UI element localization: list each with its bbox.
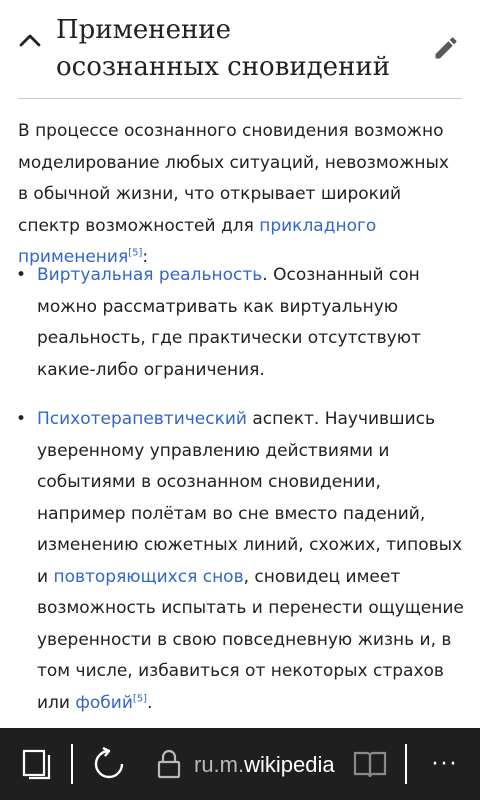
tabs-icon bbox=[20, 747, 54, 781]
section-title: Применение осознанных сновидений bbox=[56, 15, 391, 82]
lock-button[interactable] bbox=[154, 728, 184, 800]
ref-5[interactable]: [5] bbox=[128, 247, 143, 259]
reading-view-button[interactable] bbox=[347, 728, 393, 800]
link-recurring-dreams[interactable]: повторяющихся снов bbox=[53, 566, 244, 587]
application-list bbox=[0, 260, 480, 728]
tabs-button[interactable] bbox=[14, 728, 60, 800]
intro-paragraph bbox=[18, 116, 464, 274]
link-virtual-reality[interactable]: Виртуальная реальность bbox=[37, 265, 263, 285]
intro-text: В процессе осознанного сновидения возможно моделирование любых ситуаций, невозможных в обычной жизни, что открывает широкий спектр возможностей для bbox=[18, 121, 449, 236]
address-bar[interactable] bbox=[194, 752, 336, 778]
pencil-icon[interactable] bbox=[432, 34, 460, 62]
ref-5[interactable]: [5] bbox=[132, 692, 148, 704]
list-item bbox=[0, 260, 480, 386]
chevron-up-icon[interactable] bbox=[18, 28, 42, 52]
toolbar-separator bbox=[71, 744, 73, 784]
refresh-button[interactable] bbox=[86, 728, 132, 800]
list-item bbox=[0, 404, 480, 719]
url-prefix: ru.m. bbox=[194, 752, 245, 777]
more-icon[interactable]: ··· bbox=[431, 751, 459, 777]
book-icon bbox=[352, 748, 388, 780]
intro-end: : bbox=[142, 247, 149, 267]
link-phobias[interactable]: фобий bbox=[75, 692, 133, 713]
item-text: , сновидец имеет возможность испытать и перенести ощущение уверенности в свою повседневную жизнь и, в том числе, избавиться от некоторых страхов или bbox=[37, 566, 464, 713]
section-divider bbox=[18, 98, 462, 99]
url-host: wikipedia bbox=[244, 752, 335, 777]
item-text: . Осознанный сон можно рассматривать как виртуальную реальность, где практически отсутствуют какие-либо ограничения. bbox=[37, 265, 421, 380]
item-text: аспект. Научившись уверенному управлению действиями и событиями в осознанном сновидении, например полётам во сне вместо падений, изменению сюжетных линий, схожих, типовых и bbox=[37, 409, 463, 587]
toolbar-separator bbox=[405, 744, 407, 784]
item-end: . bbox=[147, 692, 153, 713]
refresh-icon bbox=[91, 746, 127, 782]
lock-icon bbox=[157, 749, 181, 779]
section-header[interactable] bbox=[18, 8, 462, 98]
browser-toolbar bbox=[0, 728, 480, 800]
link-psychotherapeutic[interactable]: Психотерапевтический bbox=[37, 409, 247, 429]
link-applied-use[interactable]: прикладного применения bbox=[18, 215, 377, 267]
